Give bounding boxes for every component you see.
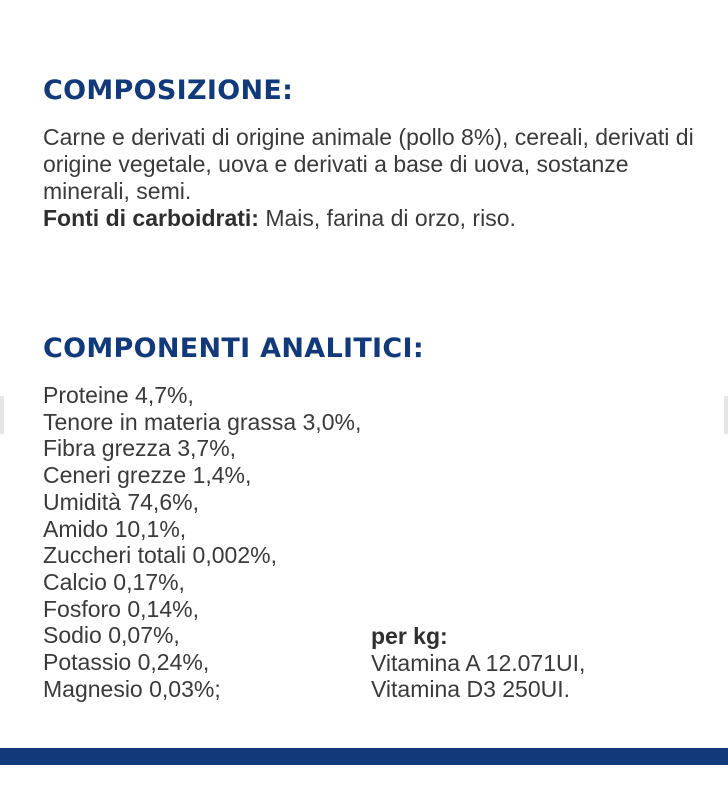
analytic-item: Calcio 0,17%, <box>43 568 185 595</box>
analytic-item: Magnesio 0,03%; <box>43 675 221 702</box>
analytic-item: Potassio 0,24%, <box>43 649 210 676</box>
analytic-item: Fibra grezza 3,7%, <box>43 435 237 462</box>
composizione-ingredients: Carne e derivati di origine animale (pollo 8%), cereali, derivati di origine vegetale, uova e derivati a base di uova, sostanze minerali, semi. <box>43 124 694 204</box>
analytic-item: Zuccheri totali 0,002%, <box>43 542 277 569</box>
composizione-text <box>43 124 703 232</box>
vitamin-item: Vitamina A 12.071UI, <box>371 649 586 676</box>
componenti-title: COMPONENTI ANALITICI: <box>43 333 424 364</box>
left-edge-mark <box>0 396 4 434</box>
per-kg-label: per kg: <box>371 623 448 649</box>
bottom-band <box>0 748 728 765</box>
analytic-item: Fosforo 0,14%, <box>43 595 199 622</box>
analytic-item: Ceneri grezze 1,4%, <box>43 462 252 489</box>
analytic-item: Tenore in materia grassa 3,0%, <box>43 408 362 435</box>
carb-label: Fonti di carboidrati: <box>43 205 259 231</box>
analytic-item: Umidità 74,6%, <box>43 488 199 515</box>
analytic-item: Amido 10,1%, <box>43 515 187 542</box>
per-kg-list <box>371 623 585 703</box>
analytic-item: Sodio 0,07%, <box>43 622 180 649</box>
carb-value: Mais, farina di orzo, riso. <box>258 205 516 231</box>
composizione-title: COMPOSIZIONE: <box>43 75 294 106</box>
analytic-item: Proteine 4,7%, <box>43 382 194 408</box>
right-edge-mark <box>724 396 728 434</box>
vitamin-item: Vitamina D3 250UI. <box>371 676 571 703</box>
analytic-list <box>43 382 361 702</box>
